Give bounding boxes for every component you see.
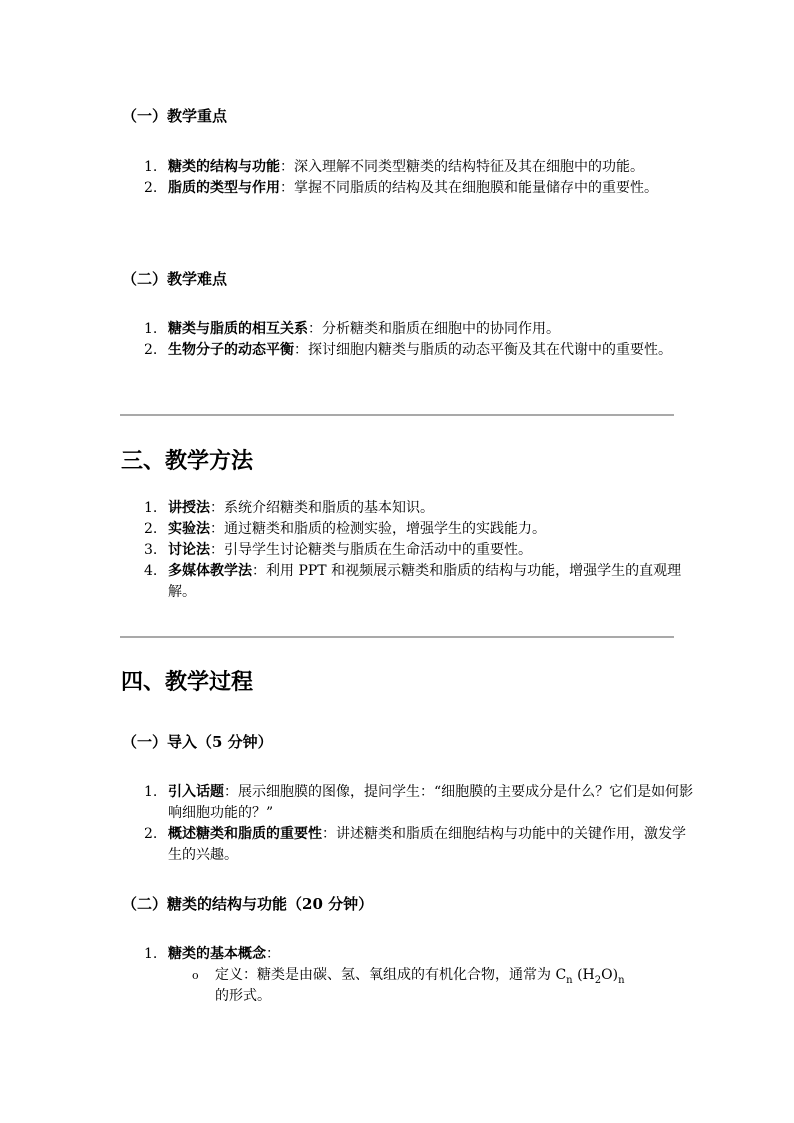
list-item: 1. 糖类的结构与功能：深入理解不同类型糖类的结构特征及其在细胞中的功能。 bbox=[144, 159, 644, 175]
list-item: 2. 生物分子的动态平衡：探讨细胞内糖类与脂质的动态平衡及其在代谢中的重要性。 bbox=[144, 342, 672, 358]
list-item: 1. 引入话题：展示细胞膜的图像，提问学生：“细胞膜的主要成分是什么？它们是如何影响细胞功能的？” bbox=[144, 784, 694, 821]
list-sugar-structure bbox=[0, 944, 696, 1007]
list-item: 4. 多媒体教学法：利用 PPT 和视频展示糖类和脂质的结构与功能，增强学生的直观理解。 bbox=[144, 563, 682, 600]
sub-list bbox=[168, 965, 696, 1007]
heading-teaching-methods: 三、教学方法 bbox=[121, 448, 254, 474]
heading-key-points: （一）教学重点 bbox=[122, 107, 228, 125]
list-item: 3. 讨论法：引导学生讨论糖类与脂质在生命活动中的重要性。 bbox=[144, 542, 532, 558]
list-item: 1. 糖类的基本概念： o 定义：糖类是由碳、氢、氧组成的有机化合物，通常为 $C_n$ $(H_2O)_n$ 的形式。 bbox=[0, 944, 696, 1007]
list-difficult-points bbox=[0, 319, 696, 361]
divider bbox=[120, 414, 674, 416]
list-item: 2. 脂质的类型与作用：掌握不同脂质的结构及其在细胞膜和能量储存中的重要性。 bbox=[144, 180, 658, 196]
list-teaching-methods bbox=[0, 498, 696, 603]
divider bbox=[120, 636, 674, 638]
list-item: 2. 概述糖类和脂质的重要性：讲述糖类和脂质在细胞结构与功能中的关键作用，激发学生的兴趣。 bbox=[144, 826, 686, 863]
heading-sugar-structure: （二）糖类的结构与功能（20 分钟） bbox=[122, 895, 374, 913]
list-item: 1. 讲授法：系统介绍糖类和脂质的基本知识。 bbox=[144, 500, 434, 516]
heading-introduction: （一）导入（5 分钟） bbox=[122, 733, 273, 751]
circle-bullet-icon: o bbox=[192, 969, 199, 982]
heading-difficult-points: （二）教学难点 bbox=[122, 270, 228, 288]
list-item: 1. 糖类与脂质的相互关系：分析糖类和脂质在细胞中的协同作用。 bbox=[144, 321, 560, 337]
chemical-formula: $C_n$ $(H_2O)_n$ bbox=[555, 967, 625, 986]
list-introduction bbox=[0, 782, 696, 866]
sub-list-item: o 定义：糖类是由碳、氢、氧组成的有机化合物，通常为 $C_n$ $(H_2O)_n$ 的形式。 bbox=[192, 967, 625, 1004]
list-key-points bbox=[0, 157, 696, 199]
list-item: 2. 实验法：通过糖类和脂质的检测实验，增强学生的实践能力。 bbox=[144, 521, 546, 537]
heading-teaching-process: 四、教学过程 bbox=[121, 669, 254, 695]
